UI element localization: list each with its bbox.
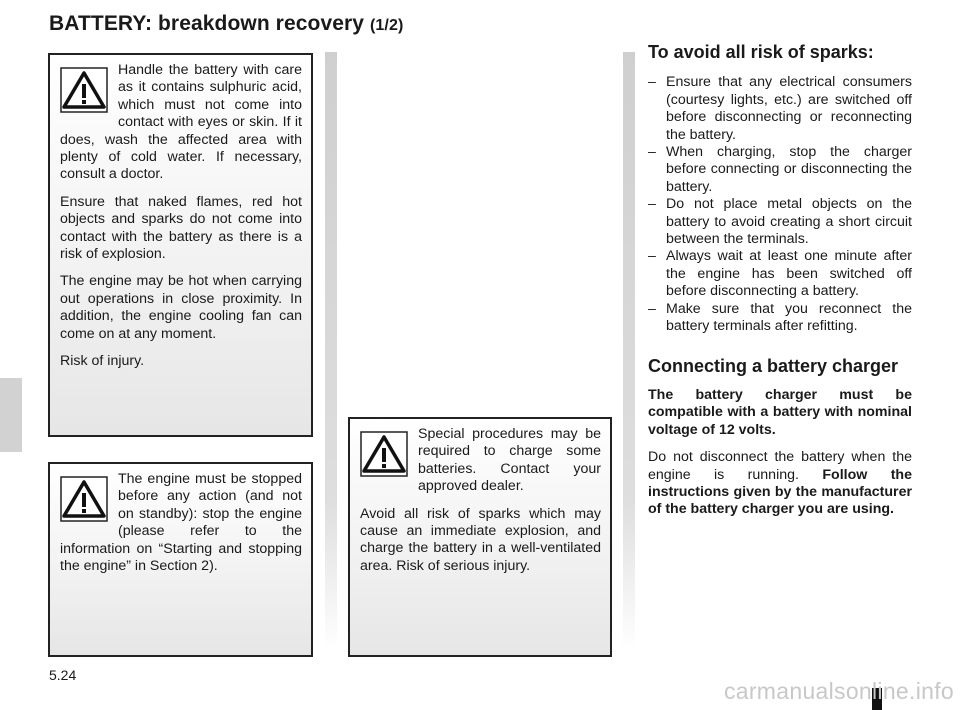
list-item-text: When charging, stop the charger before connecting or disconnecting the battery. <box>666 144 912 195</box>
warning-triangle-icon <box>60 476 108 522</box>
warning-text: Risk of injury. <box>60 353 145 370</box>
right-column <box>648 44 912 529</box>
list-item: – Ensure that any electrical consumers (courtesy lights, etc.) are switched off before disconnecting or reconnecting the battery. <box>648 74 912 143</box>
page-title-text: BATTERY: breakdown recovery <box>49 12 365 35</box>
warning-text: The engine must be stopped before any action (and not on standby): stop the engine (please refer to the information on “Starting and stopping the engine” in Section 2). <box>60 471 302 575</box>
warning-triangle-icon <box>60 67 108 113</box>
list-item: – When charging, stop the charger before connecting or disconnecting the battery. <box>648 144 912 195</box>
warning-box-acid <box>48 53 313 437</box>
warning-text: Ensure that naked flames, red hot objects and sparks do not come into contact with the battery as there is a risk of explosion. <box>60 193 302 263</box>
charger-voltage-text: The battery charger must be compatible with a battery with nominal voltage of 12 volts. <box>648 386 912 438</box>
warning-text: The engine may be hot when carrying out operations in close proximity. In addition, the engine cooling fan can come on at any moment. <box>60 273 302 342</box>
list-item-text: Always wait at least one minute after the engine has been switched off before disconnecting a battery. <box>666 248 912 300</box>
watermark: carmanualsonline.info <box>723 678 954 704</box>
warning-text: Avoid all risk of sparks which may cause an immediate explosion, and charge the battery in a well-ventilated area. Risk of serious injury. <box>360 505 601 574</box>
list-item: – Make sure that you reconnect the battery terminals after refitting. <box>648 300 912 335</box>
list-item-text: Make sure that you reconnect the battery terminals after refitting. <box>666 300 912 335</box>
charger-instructions <box>648 449 912 519</box>
column-divider-right <box>623 52 635 650</box>
warning-triangle-icon <box>360 431 408 477</box>
list-item-text: Ensure that any electrical consumers (courtesy lights, etc.) are switched off before disconnecting or reconnecting the battery. <box>666 74 912 143</box>
list-item: – Always wait at least one minute after the engine has been switched off before disconnecting a battery. <box>648 248 912 300</box>
page-number: 5.24 <box>49 667 77 683</box>
warning-box-charging <box>348 417 612 657</box>
section-tab <box>0 378 22 452</box>
column-divider-left <box>325 52 337 650</box>
warning-text: Handle the battery with care as it contains sulphuric acid, which must not come into contact with eyes or skin. If it does, wash the affected area with plenty of cold water. If necessary, consult a doctor. <box>60 62 302 183</box>
charger-heading: Connecting a battery charger <box>648 355 899 376</box>
charger-disconnect-text: Do not disconnect the battery when the engine is running. <box>648 449 912 483</box>
sparks-heading: To avoid all risk of sparks: <box>648 42 874 62</box>
sparks-list <box>648 74 912 335</box>
charger-follow-text: Follow the instructions given by the manufacturer of the battery charger you are using. <box>648 466 912 518</box>
warning-box-engine-stop <box>48 462 313 657</box>
list-item: – Do not place metal objects on the battery to avoid creating a short circuit between the terminals. <box>648 196 912 248</box>
page-title-part: (1/2) <box>370 17 404 34</box>
page-title <box>49 12 403 36</box>
warning-text: Special procedures may be required to charge some batteries. Contact your approved dealer. <box>418 426 601 495</box>
list-item-text: Do not place metal objects on the battery to avoid creating a short circuit between the terminals. <box>666 196 912 248</box>
